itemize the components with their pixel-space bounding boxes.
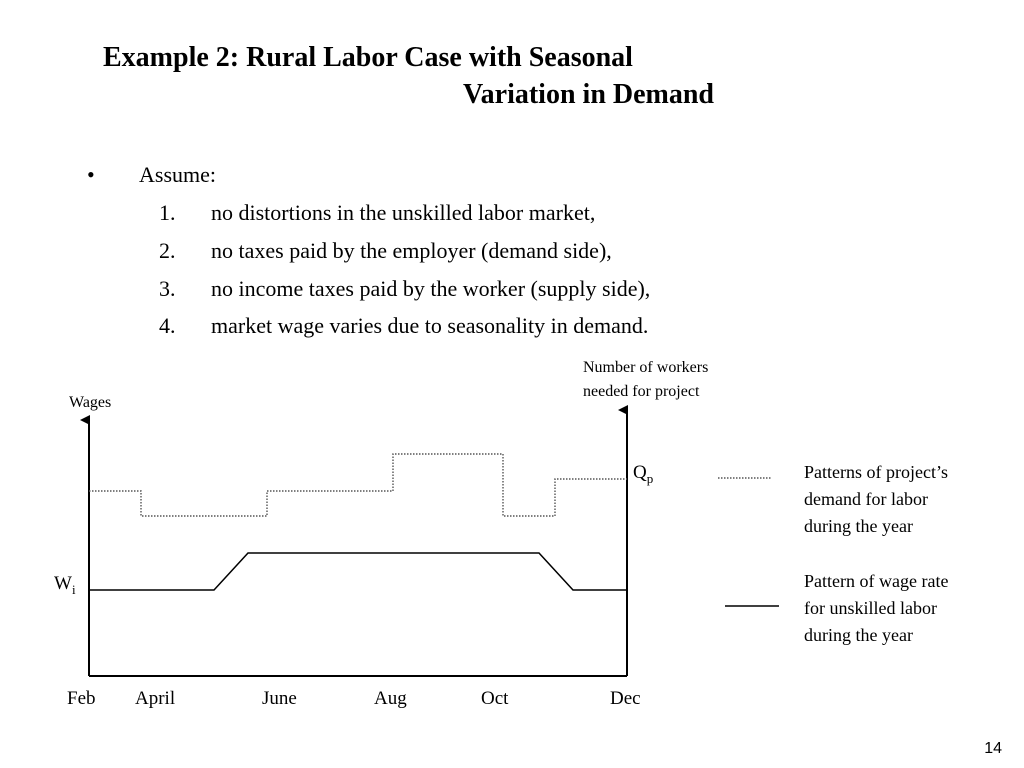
- wi-label: [54, 573, 76, 598]
- qp-label: [633, 462, 653, 487]
- legend-wage-text: [804, 568, 948, 649]
- item-text: no taxes paid by the employer (demand side),: [211, 238, 612, 263]
- qp-subscript: p: [646, 470, 654, 486]
- legend-demand-line-1: Patterns of project’s: [804, 462, 948, 482]
- month-label-oct: Oct: [481, 688, 509, 709]
- legend-wage-line-3: during the year: [804, 625, 913, 645]
- legend-demand-line-3: during the year: [804, 516, 913, 536]
- slide-title-line-2: Variation in Demand: [463, 79, 715, 110]
- month-label-dec: Dec: [610, 688, 641, 709]
- legend-demand-line-2: demand for labor: [804, 489, 928, 509]
- month-label-june: June: [262, 688, 297, 709]
- wages-axis-label: Wages: [69, 394, 112, 411]
- qp-main: Q: [633, 462, 647, 483]
- slide-title-line-1: Example 2: Rural Labor Case with Seasonal: [103, 42, 633, 73]
- workers-axis-label-line-2: needed for project: [583, 383, 700, 400]
- page-number: 14: [984, 740, 1002, 757]
- month-label-april: April: [135, 688, 176, 709]
- bullet-point: •: [87, 162, 95, 187]
- wi-subscript: i: [71, 581, 76, 597]
- project-demand-pattern: [89, 454, 627, 516]
- wage-rate-pattern: [89, 553, 627, 590]
- legend-demand-text: [804, 459, 948, 540]
- wi-main: W: [54, 573, 72, 594]
- month-label-feb: Feb: [67, 688, 96, 709]
- item-number: 1.: [159, 200, 176, 225]
- item-text: no distortions in the unskilled labor market,: [211, 200, 596, 225]
- item-number: 2.: [159, 238, 176, 263]
- item-number: 4.: [159, 313, 176, 338]
- item-text: no income taxes paid by the worker (supply side),: [211, 276, 651, 301]
- month-label-aug: Aug: [374, 688, 407, 709]
- item-text: market wage varies due to seasonality in demand.: [211, 313, 649, 338]
- assume-heading: Assume:: [139, 162, 216, 187]
- legend-wage-line-2: for unskilled labor: [804, 598, 937, 618]
- item-number: 3.: [159, 276, 176, 301]
- workers-axis-label-line-1: Number of workers: [583, 359, 709, 376]
- legend-wage-line-1: Pattern of wage rate: [804, 571, 949, 591]
